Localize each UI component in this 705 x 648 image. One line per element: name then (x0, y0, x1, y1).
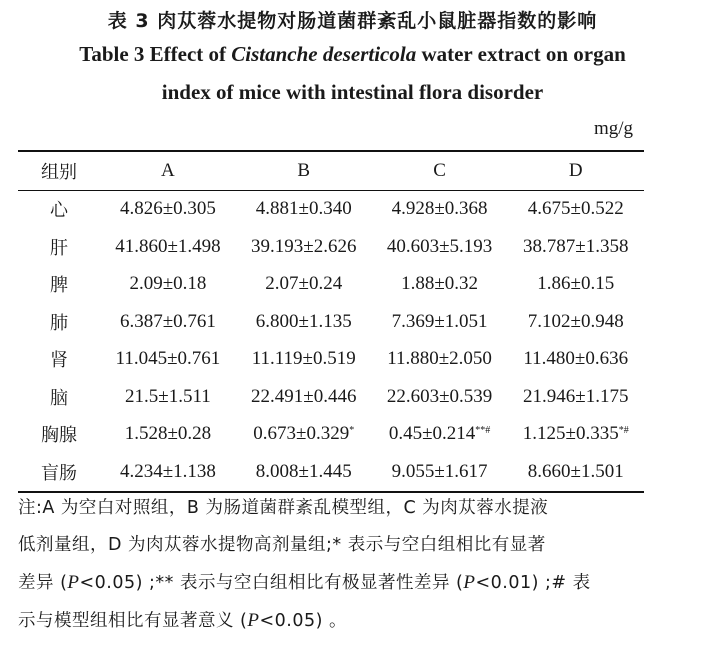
table-row (18, 378, 644, 416)
cell-value: 0.673±0.329 (253, 423, 350, 445)
organ-name: 肝 (50, 237, 68, 259)
cell-d: 11.480±0.636 (523, 348, 629, 370)
cell-a: 41.860±1.498 (115, 235, 221, 257)
title-en-species: Cistanche deserticola (231, 42, 417, 66)
note-line-4 (18, 602, 648, 640)
cell-c (372, 416, 508, 454)
cell-b: 11.119±0.519 (251, 348, 356, 370)
header-a: A (161, 159, 175, 181)
cell-b: 2.07±0.24 (265, 273, 343, 295)
cell-value: 0.45±0.214 (388, 423, 476, 445)
note-line-3 (18, 564, 648, 602)
significance-mark: **# (475, 425, 491, 437)
significance-mark: *# (618, 425, 629, 437)
cell-c: 22.603±0.539 (386, 385, 493, 407)
cell-b: 4.881±0.340 (255, 198, 352, 220)
cell-a: 2.09±0.18 (129, 273, 207, 295)
note-text: <0.01) ;# 表 (475, 573, 591, 593)
title-en-suffix: water extract on organ (416, 42, 626, 66)
p-symbol: P (463, 572, 476, 593)
table-row (18, 190, 644, 228)
cell-b: 6.800±1.135 (255, 310, 352, 332)
cell-b: 39.193±2.626 (251, 235, 357, 257)
note-text: <0.05) ;** 表示与空白组相比有极显著性差异 ( (79, 573, 464, 593)
cell-b: 22.491±0.446 (251, 385, 357, 407)
cell-d: 38.787±1.358 (523, 235, 629, 257)
note-line-1: 注:A 为空白对照组，B 为肠道菌群紊乱模型组，C 为肉苁蓉水提液 (18, 498, 549, 518)
table-row (18, 453, 644, 492)
significance-mark: * (349, 425, 355, 437)
table-title-english-line2: index of mice with intestinal flora disorder (161, 80, 544, 104)
organ-name: 胸腺 (41, 425, 77, 447)
cell-a: 6.387±0.761 (119, 310, 216, 332)
cell-d: 8.660±1.501 (527, 460, 624, 482)
cell-b: 8.008±1.445 (255, 460, 352, 482)
header-group: 组别 (41, 161, 77, 183)
table-note (18, 490, 648, 640)
cell-d: 7.102±0.948 (527, 310, 624, 332)
cell-b (236, 416, 372, 454)
note-text: 差异 ( (18, 573, 68, 593)
header-c: C (433, 159, 446, 181)
cell-c: 7.369±1.051 (391, 310, 488, 332)
table-title-chinese: 表 3 肉苁蓉水提物对肠道菌群紊乱小鼠脏器指数的影响 (107, 10, 598, 32)
organ-name: 肾 (50, 350, 68, 372)
note-text: <0.05) 。 (259, 611, 348, 631)
table-row (18, 341, 644, 379)
cell-c: 1.88±0.32 (401, 273, 479, 295)
cell-d: 21.946±1.175 (523, 385, 629, 407)
header-b: B (297, 159, 311, 181)
table-row (18, 266, 644, 304)
note-line-2: 低剂量组，D 为肉苁蓉水提物高剂量组;* 表示与空白组相比有显著 (18, 535, 546, 555)
cell-d (507, 416, 644, 454)
cell-a: 4.826±0.305 (119, 198, 216, 220)
table-row (18, 416, 644, 454)
table-title-english (0, 42, 705, 67)
note-text: 示与模型组相比有显著意义 ( (18, 611, 248, 631)
cell-value: 1.125±0.335 (522, 423, 619, 445)
organ-name: 脾 (50, 275, 68, 297)
cell-a: 4.234±1.138 (119, 460, 216, 482)
header-d: D (568, 159, 583, 181)
title-en-prefix: Table 3 Effect of (79, 42, 232, 66)
organ-name: 肺 (50, 312, 68, 334)
organ-name: 心 (50, 200, 68, 222)
p-symbol: P (67, 572, 80, 593)
cell-c: 4.928±0.368 (391, 198, 488, 220)
organ-name: 脑 (50, 387, 68, 409)
cell-c: 9.055±1.617 (391, 460, 488, 482)
organ-name: 盲肠 (41, 462, 77, 484)
cell-d: 1.86±0.15 (537, 273, 615, 295)
cell-d: 4.675±0.522 (527, 198, 624, 220)
table-row (18, 303, 644, 341)
unit-label: mg/g (593, 118, 633, 139)
cell-c: 40.603±5.193 (386, 235, 493, 257)
cell-c: 11.880±2.050 (387, 348, 492, 370)
cell-a: 1.528±0.28 (124, 423, 212, 445)
table-header-row (18, 151, 644, 190)
organ-index-table (18, 150, 644, 493)
p-symbol: P (247, 610, 260, 631)
table-row (18, 228, 644, 266)
cell-a: 11.045±0.761 (115, 348, 221, 370)
cell-a: 21.5±1.511 (125, 385, 211, 407)
